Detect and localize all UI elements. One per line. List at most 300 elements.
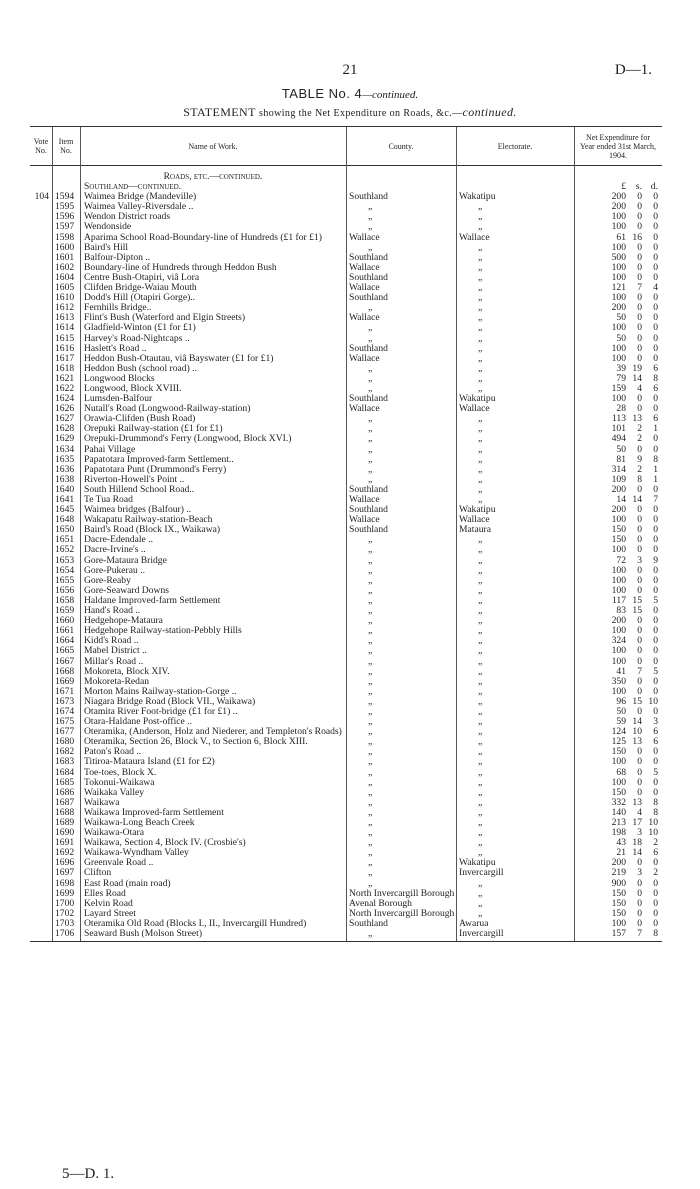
amount-pence: 0 <box>653 645 658 657</box>
amount-shillings: 0 <box>637 675 642 687</box>
work-name: Papatotara Punt (Drummond's Ferry) <box>84 463 227 475</box>
work-name: East Road (main road) <box>84 877 171 889</box>
amount-shillings: 0 <box>637 191 642 203</box>
amount-pounds: 219 <box>611 867 626 879</box>
item-number: 1664 <box>55 635 75 647</box>
electorate: Wakatipu <box>459 857 496 869</box>
amount-pounds: 100 <box>611 917 626 929</box>
amount-pounds: 213 <box>611 817 626 828</box>
item-number: 1615 <box>55 332 75 344</box>
amount-pounds: 157 <box>611 928 626 940</box>
section-title: Roads, etc.—continued. <box>163 171 263 182</box>
amount-pence: 0 <box>653 211 658 223</box>
amount-pence: 6 <box>653 413 658 425</box>
item-number: 1617 <box>55 352 75 364</box>
work-name: Millar's Road .. <box>84 655 144 667</box>
subsection-title: Southland—continued. <box>84 181 182 193</box>
amount-pounds: 59 <box>616 716 626 728</box>
electorate: „ <box>478 574 483 586</box>
county: North Invercargill Borough <box>349 907 455 919</box>
amount-shillings: 2 <box>637 423 642 435</box>
amount-pence: 0 <box>653 574 658 586</box>
amount-shillings: 0 <box>637 705 642 717</box>
amount-pounds: 100 <box>611 211 626 223</box>
amount-pence: 0 <box>653 746 658 758</box>
amount-pence: 0 <box>653 877 658 889</box>
amount-pounds: 124 <box>611 726 626 738</box>
amount-pounds: 150 <box>611 897 626 909</box>
table-title-suffix: —continued. <box>362 89 419 101</box>
amount-shillings: 0 <box>637 221 642 233</box>
statement-caption <box>0 105 700 120</box>
work-name: Oteramika, Section 26, Block V., to Section 6, Block XIII. <box>84 736 308 748</box>
amount-shillings: 7 <box>637 665 642 677</box>
amount-pounds: 140 <box>611 806 626 818</box>
county: Southland <box>349 504 388 516</box>
work-name: Kidd's Road .. <box>84 635 139 647</box>
work-name: Waikawa-Wyndham Valley <box>84 847 189 859</box>
item-number: 1658 <box>55 594 75 606</box>
county: „ <box>368 413 373 425</box>
county: „ <box>368 382 373 394</box>
item-number: 1699 <box>55 887 75 899</box>
county: Southland <box>349 292 388 304</box>
item-number: 1684 <box>55 766 75 778</box>
item-number: 1673 <box>55 695 75 707</box>
amount-shillings: 15 <box>632 605 642 617</box>
col-amount-header: Net Expenditure for Year ended 31st March, 1904. <box>579 132 657 160</box>
amount-shillings: 0 <box>637 251 642 263</box>
footer-reference: 5—D. 1. <box>62 1166 115 1182</box>
county: „ <box>368 695 373 707</box>
work-name: Waikawa-Otara <box>84 827 144 839</box>
document-reference: D—1. <box>614 62 652 78</box>
work-name: Heddon Bush-Otautau, viâ Bayswater (£1 for £1) <box>84 352 274 364</box>
item-number: 1598 <box>55 231 75 243</box>
amount-pence: 0 <box>653 312 658 324</box>
amount-shillings: 0 <box>637 322 642 334</box>
amount-pence: 0 <box>653 897 658 909</box>
electorate: Awarua <box>459 917 489 929</box>
work-name: Morton Mains Railway-station-Gorge .. <box>84 685 237 697</box>
county: Southland <box>349 251 388 263</box>
electorate: „ <box>478 907 483 919</box>
county: „ <box>368 655 373 667</box>
electorate: „ <box>478 312 483 324</box>
work-name: Seaward Bush (Molson Street) <box>84 928 203 940</box>
county: „ <box>368 463 373 475</box>
amount-pence: 0 <box>653 443 658 455</box>
county: Wallace <box>349 352 380 364</box>
work-name: Pahai Village <box>84 443 136 455</box>
amount-pounds: 100 <box>611 393 626 405</box>
item-number: 1602 <box>55 261 75 273</box>
amount-pence: 0 <box>653 605 658 617</box>
amount-pounds: 41 <box>616 665 626 677</box>
amount-pounds: 200 <box>611 201 626 213</box>
amount-pence: 0 <box>653 544 658 556</box>
electorate: „ <box>478 847 483 859</box>
amount-pounds: 100 <box>611 544 626 556</box>
work-name: Heddon Bush (school road) .. <box>84 362 197 374</box>
county: „ <box>368 867 373 879</box>
electorate: „ <box>478 605 483 617</box>
county: „ <box>368 716 373 728</box>
item-number: 1700 <box>55 897 75 909</box>
county: „ <box>368 665 373 677</box>
amount-pounds: 101 <box>611 423 626 435</box>
item-number: 1621 <box>55 372 75 384</box>
amount-pence: 0 <box>653 403 658 415</box>
amount-pence: 0 <box>653 564 658 576</box>
county: „ <box>368 554 373 566</box>
item-number: 1595 <box>55 201 75 213</box>
item-number: 1640 <box>55 483 75 495</box>
amount-pence: 0 <box>653 615 658 627</box>
amount-pence: 8 <box>653 928 658 940</box>
amount-pounds: 100 <box>611 756 626 768</box>
item-number: 1651 <box>55 534 75 546</box>
county: „ <box>368 928 373 940</box>
amount-pence: 0 <box>653 201 658 213</box>
amount-pounds: 79 <box>616 372 626 384</box>
electorate: „ <box>478 342 483 354</box>
col-electorate-header: Electorate. <box>497 141 533 151</box>
electorate: „ <box>478 282 483 294</box>
electorate: Wallace <box>459 231 490 243</box>
electorate: „ <box>478 241 483 253</box>
net-expenditure <box>574 646 662 656</box>
item-number: 1612 <box>55 302 75 314</box>
county: „ <box>368 685 373 697</box>
electorate: Invercargill <box>459 928 504 940</box>
amount-pence: 0 <box>653 635 658 647</box>
item-number: 1686 <box>55 786 75 798</box>
work-name: Gore-Pukerau .. <box>84 564 146 576</box>
amount-shillings: 14 <box>632 847 642 859</box>
work-name: Fernhills Bridge.. <box>84 302 152 314</box>
work-name: Dodd's Hill (Otapiri Gorge).. <box>84 292 196 304</box>
amount-pence: 0 <box>653 231 658 243</box>
work-name: Waikawa Improved-farm Settlement <box>84 806 224 818</box>
amount-pence: 0 <box>653 332 658 344</box>
county: Southland <box>349 342 388 354</box>
work-name: Gore-Reaby <box>84 574 131 586</box>
amount-pence: 0 <box>653 241 658 253</box>
amount-shillings: 7 <box>637 928 642 940</box>
item-number: 1626 <box>55 403 75 415</box>
amount-shillings: 0 <box>637 897 642 909</box>
amount-pence: 8 <box>653 453 658 465</box>
county: „ <box>368 201 373 213</box>
amount-pounds: 200 <box>611 615 626 627</box>
work-name: Hedgehope Railway-station-Pebbly Hills <box>84 625 242 637</box>
electorate: „ <box>478 615 483 627</box>
item-number: 1650 <box>55 524 75 536</box>
amount-shillings: 0 <box>637 403 642 415</box>
amount-pounds: 109 <box>611 473 626 485</box>
electorate: „ <box>478 726 483 738</box>
amount-pounds: 100 <box>611 514 626 526</box>
amount-shillings: 0 <box>637 746 642 758</box>
work-name: Orawia-Clifden (Bush Road) <box>84 413 196 425</box>
electorate: „ <box>478 817 483 828</box>
amount-shillings: 0 <box>637 352 642 364</box>
amount-pence: 0 <box>653 705 658 717</box>
electorate: „ <box>478 675 483 687</box>
county: „ <box>368 584 373 596</box>
item-number: 1680 <box>55 736 75 748</box>
amount-pence: 0 <box>653 655 658 667</box>
electorate: Wakatipu <box>459 393 496 405</box>
electorate: „ <box>478 473 483 485</box>
amount-shillings: 14 <box>632 716 642 728</box>
item-number: 1682 <box>55 746 75 758</box>
electorate: „ <box>478 433 483 445</box>
electorate: „ <box>478 352 483 364</box>
table-row <box>30 929 662 939</box>
amount-pounds: 68 <box>616 766 626 778</box>
county: „ <box>368 726 373 738</box>
item-number: 1622 <box>55 382 75 394</box>
item-number: 1697 <box>55 867 75 879</box>
amount-shillings: 0 <box>637 302 642 314</box>
electorate: „ <box>478 221 483 233</box>
item-number: 1661 <box>55 625 75 637</box>
electorate: „ <box>478 887 483 899</box>
electorate: „ <box>478 322 483 334</box>
amount-shillings: 4 <box>637 382 642 394</box>
electorate: „ <box>478 372 483 384</box>
work-name: Wendon District roads <box>84 211 171 223</box>
amount-pence: 0 <box>653 887 658 899</box>
county: „ <box>368 423 373 435</box>
electorate: „ <box>478 544 483 556</box>
item-number: 1691 <box>55 837 75 849</box>
item-number: 1675 <box>55 716 75 728</box>
amount-pounds: 150 <box>611 524 626 536</box>
amount-shillings: 2 <box>637 463 642 475</box>
item-number: 1668 <box>55 665 75 677</box>
amount-pounds: 100 <box>611 322 626 334</box>
table-row <box>30 646 662 656</box>
electorate: „ <box>478 483 483 495</box>
electorate: „ <box>478 494 483 505</box>
county: „ <box>368 675 373 687</box>
item-number: 1688 <box>55 806 75 818</box>
county: Wallace <box>349 494 380 505</box>
item-number: 1616 <box>55 342 75 354</box>
amount-shillings: 19 <box>632 362 642 374</box>
work-name: Te Tua Road <box>84 494 133 505</box>
amount-shillings: 16 <box>632 231 642 243</box>
work-name: Greenvale Road .. <box>84 857 154 869</box>
amount-pounds: 100 <box>611 261 626 273</box>
work-name: Waikawa <box>84 796 120 808</box>
amount-pounds: 100 <box>611 574 626 586</box>
electorate: „ <box>478 695 483 707</box>
amount-pounds: 100 <box>611 584 626 596</box>
work-name: Waikawa, Section 4, Block IV. (Crosbie's) <box>84 837 246 849</box>
amount-shillings: 0 <box>637 241 642 253</box>
item-number: 1629 <box>55 433 75 445</box>
amount-pounds: 100 <box>611 625 626 637</box>
amount-pounds: 100 <box>611 221 626 233</box>
pounds-symbol: £ <box>621 181 626 193</box>
electorate: „ <box>478 261 483 273</box>
amount-pence: 0 <box>653 483 658 495</box>
item-number: 1601 <box>55 251 75 263</box>
amount-shillings: 0 <box>637 584 642 596</box>
amount-pounds: 494 <box>611 433 626 445</box>
county: „ <box>368 322 373 334</box>
work-name: Orepuki-Drummond's Ferry (Longwood, Block XVI.) <box>84 433 292 445</box>
county: North Invercargill Borough <box>349 887 455 899</box>
amount-pounds: 200 <box>611 483 626 495</box>
amount-pounds: 332 <box>611 796 626 808</box>
county: Southland <box>349 191 388 203</box>
amount-pounds: 200 <box>611 504 626 516</box>
electorate: „ <box>478 837 483 849</box>
amount-shillings: 17 <box>632 817 642 828</box>
work-name: Oteramika Old Road (Blocks I., II., Invercargill Hundred) <box>84 917 307 929</box>
county: „ <box>368 443 373 455</box>
item-number: 1702 <box>55 907 75 919</box>
amount-shillings: 0 <box>637 564 642 576</box>
amount-shillings: 14 <box>632 494 642 505</box>
amount-shillings: 15 <box>632 695 642 707</box>
amount-pounds: 14 <box>616 494 626 505</box>
amount-pence: 2 <box>653 867 658 879</box>
electorate: „ <box>478 635 483 647</box>
electorate: „ <box>478 584 483 596</box>
county: „ <box>368 877 373 889</box>
col-item-header: Item No. <box>58 137 74 155</box>
amount-pounds: 100 <box>611 271 626 283</box>
electorate: „ <box>478 897 483 909</box>
item-number: 1645 <box>55 504 75 516</box>
amount-pence: 0 <box>653 191 658 203</box>
county: „ <box>368 211 373 223</box>
electorate: Invercargill <box>459 867 504 879</box>
work-name: Elles Road <box>84 887 126 899</box>
item-number: 1648 <box>55 514 75 526</box>
amount-shillings: 2 <box>637 433 642 445</box>
amount-pounds: 100 <box>611 352 626 364</box>
amount-pounds: 150 <box>611 786 626 798</box>
county: „ <box>368 221 373 233</box>
work-name: Waimea Valley-Riversdale .. <box>84 201 194 213</box>
amount-pence: 10 <box>648 817 658 828</box>
amount-pence: 8 <box>653 372 658 384</box>
item-number: 1706 <box>55 928 75 940</box>
amount-pounds: 113 <box>611 413 626 425</box>
amount-shillings: 0 <box>637 907 642 919</box>
amount-pounds: 117 <box>611 594 626 606</box>
amount-shillings: 13 <box>632 413 642 425</box>
work-name: Flint's Bush (Waterford and Elgin Streets) <box>84 312 246 324</box>
vote-number: 104 <box>34 191 49 203</box>
item-number: 1689 <box>55 817 75 828</box>
amount-pence: 1 <box>653 423 658 435</box>
county: „ <box>368 594 373 606</box>
amount-pence: 6 <box>653 726 658 738</box>
county: „ <box>368 786 373 798</box>
item-number: 1677 <box>55 726 75 738</box>
amount-shillings: 18 <box>632 837 642 849</box>
county: „ <box>368 635 373 647</box>
electorate: „ <box>478 766 483 778</box>
amount-pounds: 314 <box>611 463 626 475</box>
electorate: „ <box>478 796 483 808</box>
electorate: „ <box>478 423 483 435</box>
item-number: 1604 <box>55 271 75 283</box>
item-number: 1597 <box>55 221 75 233</box>
item-number: 1665 <box>55 645 75 657</box>
item-number: 1685 <box>55 776 75 788</box>
amount-shillings: 0 <box>637 443 642 455</box>
amount-pence: 0 <box>653 675 658 687</box>
electorate: „ <box>478 705 483 717</box>
work-name: Lumsden-Balfour <box>84 393 153 405</box>
electorate: „ <box>478 665 483 677</box>
amount-pence: 0 <box>653 352 658 364</box>
electorate: „ <box>478 271 483 283</box>
amount-pounds: 100 <box>611 645 626 657</box>
county: „ <box>368 827 373 839</box>
amount-shillings: 0 <box>637 292 642 304</box>
amount-shillings: 0 <box>637 756 642 768</box>
county: Wallace <box>349 231 380 243</box>
pence-symbol: d. <box>650 181 658 193</box>
amount-shillings: 0 <box>637 271 642 283</box>
electorate: „ <box>478 332 483 344</box>
amount-pence: 0 <box>653 251 658 263</box>
county: „ <box>368 736 373 748</box>
item-number: 1687 <box>55 796 75 808</box>
amount-shillings: 3 <box>637 827 642 839</box>
item-number: 1610 <box>55 292 75 304</box>
electorate: „ <box>478 594 483 606</box>
work-name: Haldane Improved-farm Settlement <box>84 594 221 606</box>
county: „ <box>368 574 373 586</box>
col-work-header: Name of Work. <box>188 141 238 151</box>
amount-pounds: 43 <box>616 837 626 849</box>
shillings-symbol: s. <box>635 181 642 193</box>
amount-shillings: 8 <box>637 473 642 485</box>
amount-pence: 0 <box>653 514 658 526</box>
electorate: „ <box>478 685 483 697</box>
amount-pounds: 159 <box>611 382 626 394</box>
item-number: 1605 <box>55 282 75 294</box>
amount-shillings: 9 <box>637 453 642 465</box>
work-name: Dacre-Edendale .. <box>84 534 153 546</box>
item-number: 1692 <box>55 847 75 859</box>
amount-shillings: 0 <box>637 211 642 223</box>
work-name: Haslett's Road .. <box>84 342 147 354</box>
amount-pence: 0 <box>653 584 658 596</box>
county: Southland <box>349 917 388 929</box>
item-number: 1669 <box>55 675 75 687</box>
amount-pence: 1 <box>653 473 658 485</box>
electorate: „ <box>478 655 483 667</box>
item-number: 1600 <box>55 241 75 253</box>
county: Wallace <box>349 514 380 526</box>
county: „ <box>368 817 373 828</box>
net-expenditure <box>574 929 662 939</box>
amount-pounds: 39 <box>616 362 626 374</box>
county: „ <box>368 302 373 314</box>
